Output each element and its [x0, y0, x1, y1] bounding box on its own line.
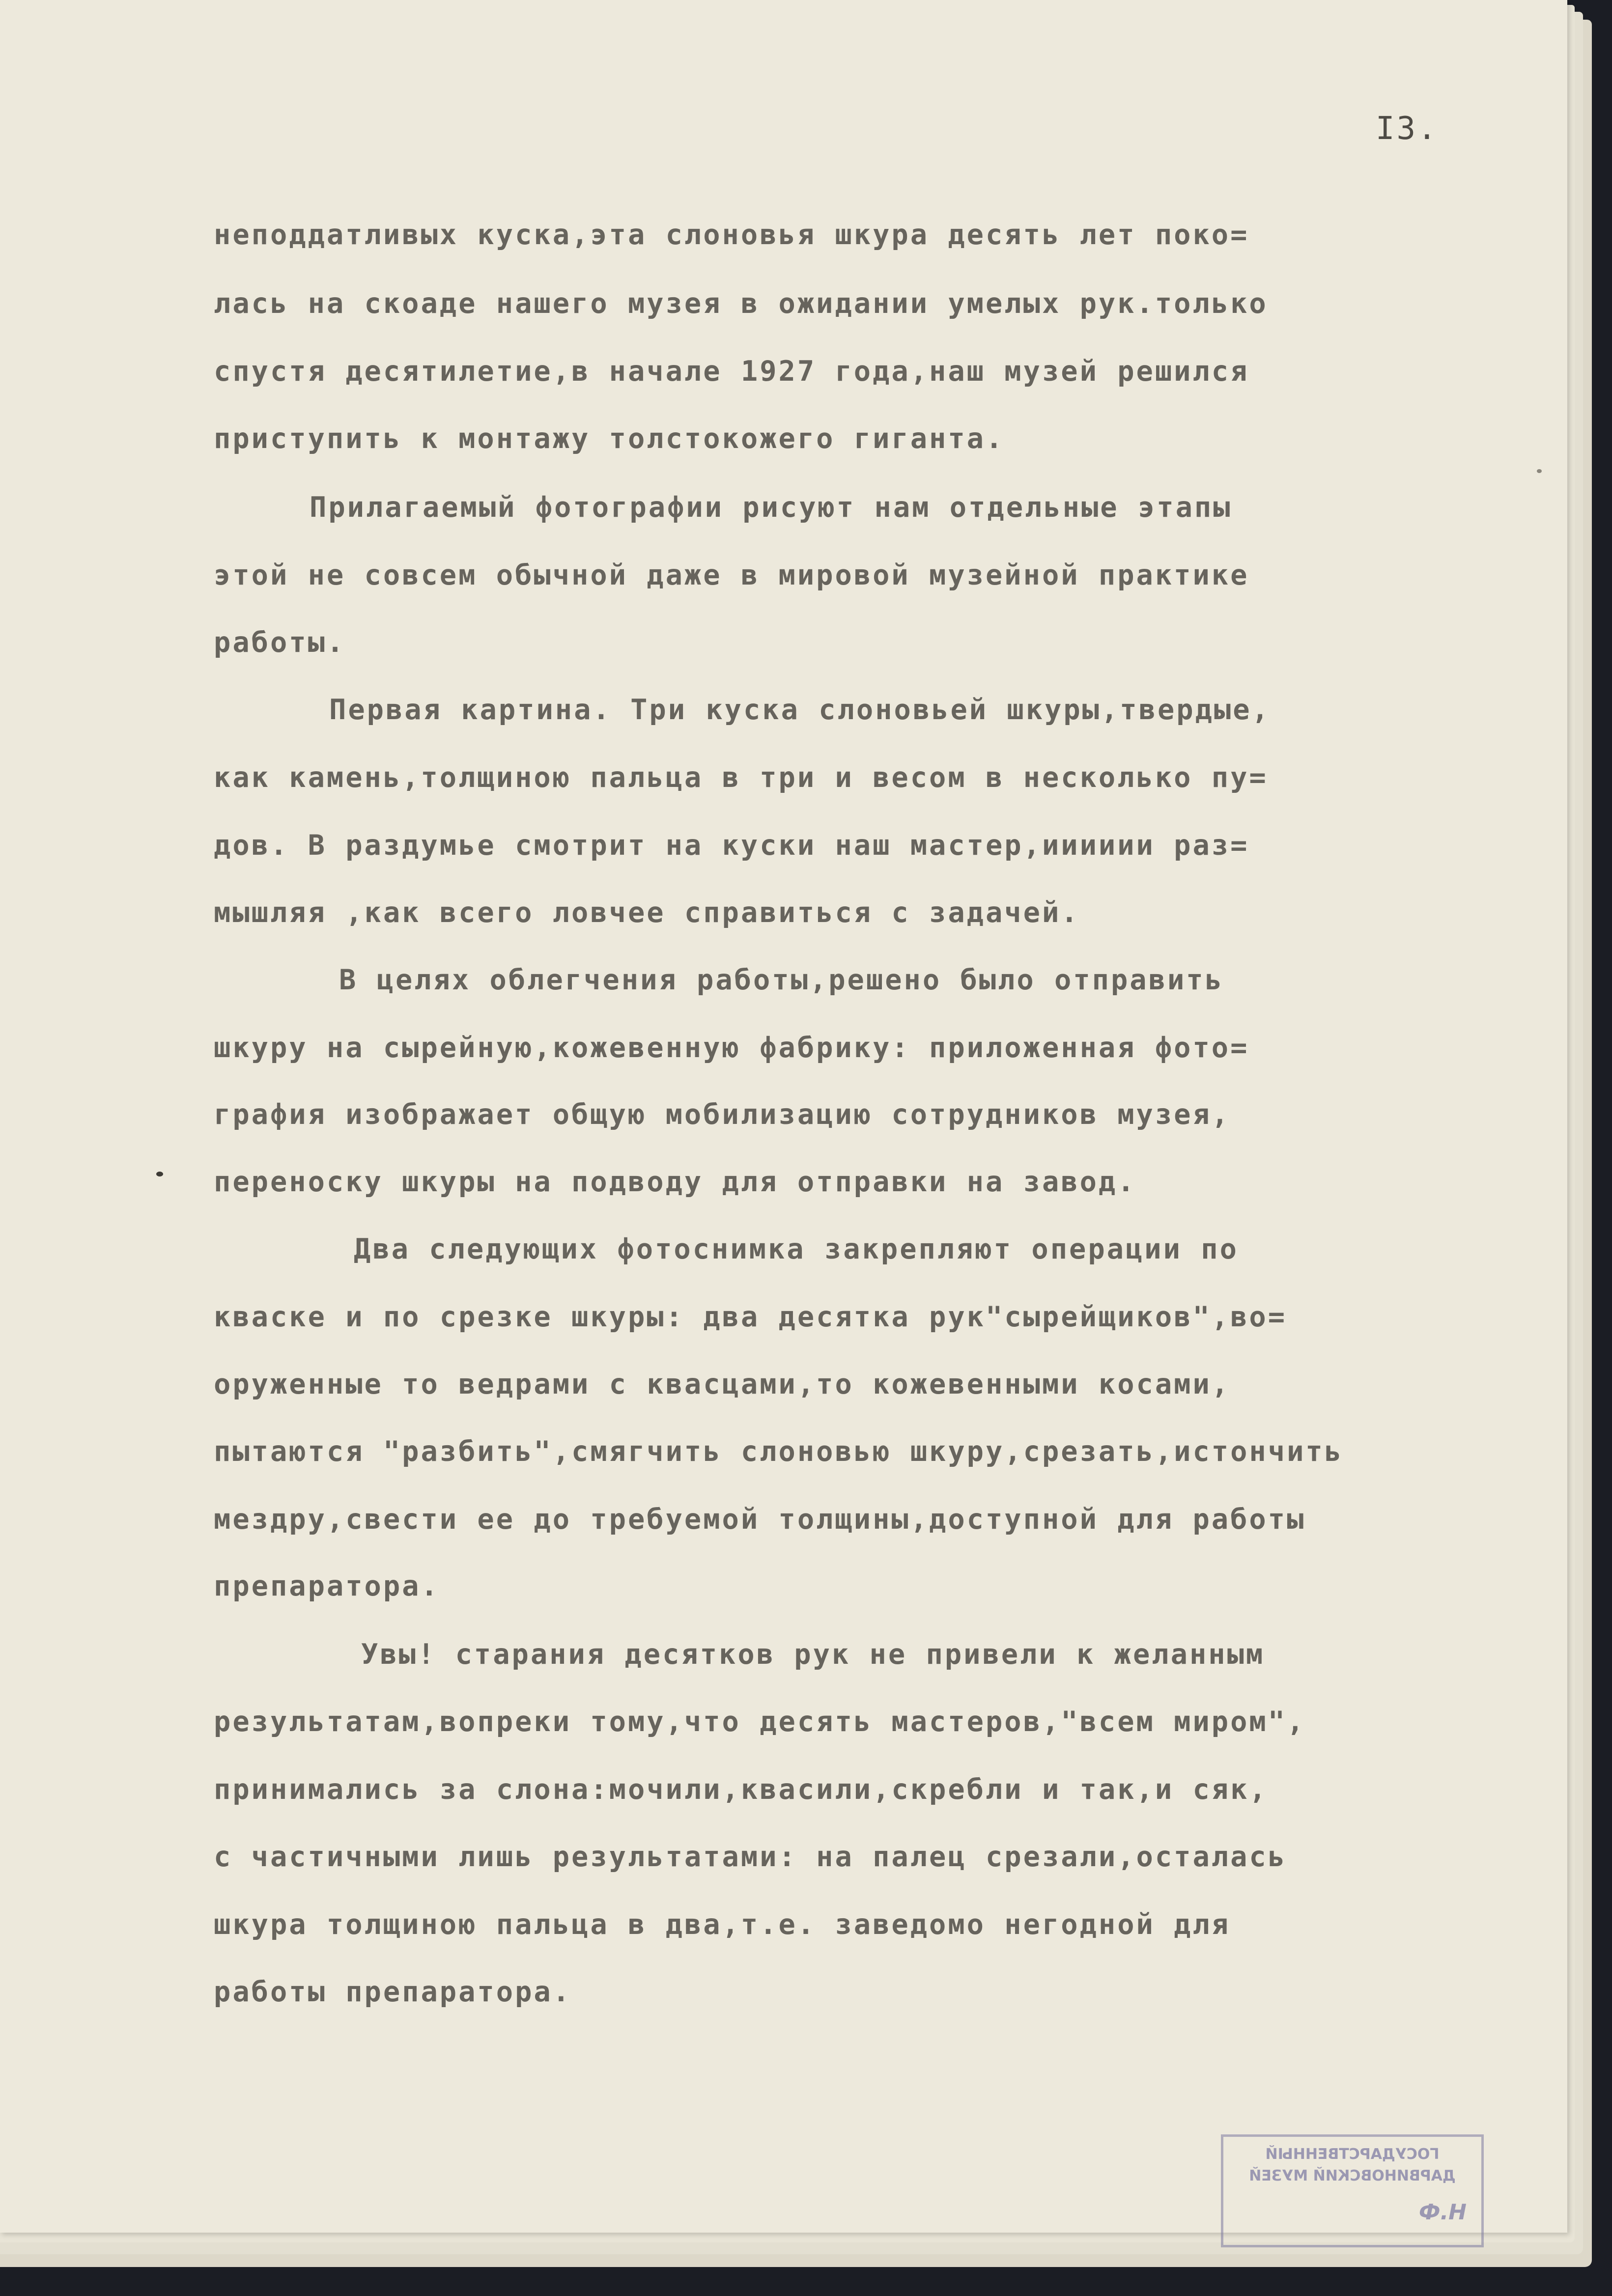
- text-line: оруженные то ведрами с квасцами,то кожевенными косами,: [214, 1368, 1231, 1400]
- text-line: пытаются "разбить",смягчить слоновью шкуру,срезать,истончить: [214, 1435, 1344, 1468]
- text-line: неподдатливых куска,эта слоновья шкура десять лет поко=: [214, 219, 1249, 251]
- text-line: шкуру на сырейную,кожевенную фабрику: приложенная фото=: [214, 1032, 1249, 1064]
- stamp-line: Ф.Н: [1418, 2200, 1467, 2225]
- text-line: мездру,свести ее до требуемой толщины,доступной для работы: [214, 1503, 1306, 1536]
- text-line: препаратора.: [214, 1570, 440, 1602]
- text-line: Увы! старания десятков рук не привели к желанным: [361, 1638, 1265, 1671]
- stamp-line: ДАРВИНОВСКИЙ МУЗЕЙ: [1249, 2167, 1456, 2184]
- text-line: работы препаратора.: [214, 1976, 572, 2008]
- stamp-line: ГОСУДАРСТВЕННЫЙ: [1265, 2146, 1440, 2163]
- text-line: результатам,вопреки тому,что десять мастеров,"всем миром",: [214, 1706, 1306, 1738]
- text-line: принимались за слона:мочили,квасили,скребли и так,и сяк,: [214, 1773, 1268, 1806]
- text-line: Два следующих фотоснимка закрепляют операции по: [354, 1233, 1239, 1265]
- museum-stamp: [1221, 2134, 1484, 2247]
- text-line: дов. В раздумье смотрит на куски наш мастер,ииииии раз=: [214, 829, 1249, 862]
- text-line: графия изображает общую мобилизацию сотрудников музея,: [214, 1098, 1231, 1131]
- text-line: лась на скоаде нашего музея в ожидании умелых рук.только: [214, 287, 1268, 320]
- text-line: Первая картина. Три куска слоновьей шкуры,твердые,: [329, 694, 1271, 726]
- text-line: этой не совсем обычной даже в мировой музейной практике: [214, 559, 1249, 591]
- text-line: приступить к монтажу толстокожего гиганта.: [214, 422, 1005, 455]
- text-line: с частичными лишь результатами: на палец срезали,осталась: [214, 1841, 1287, 1873]
- text-line: переноску шкуры на подводу для отправки на завод.: [214, 1166, 1136, 1198]
- text-line: мышляя ,как всего ловчее справиться с задачей.: [214, 896, 1080, 929]
- text-line: шкура толщиною пальца в два,т.е. заведомо негодной для: [214, 1908, 1231, 1941]
- text-line: кваске и по срезке шкуры: два десятка рук"сырейщиков",во=: [214, 1301, 1287, 1333]
- text-line: В целях облегчения работы,решено было отправить: [339, 964, 1224, 996]
- text-line: Прилагаемый фотографии рисуют нам отдельные этапы: [310, 491, 1232, 524]
- page-number: I3.: [1376, 111, 1439, 147]
- text-line: как камень,толщиною пальца в три и весом в несколько пу=: [214, 761, 1268, 794]
- ink-mark: [1537, 469, 1542, 473]
- text-line: спустя десятилетие,в начале 1927 года,наш музей решился: [214, 355, 1249, 388]
- text-line: работы.: [214, 626, 346, 659]
- ink-mark: [156, 1172, 163, 1176]
